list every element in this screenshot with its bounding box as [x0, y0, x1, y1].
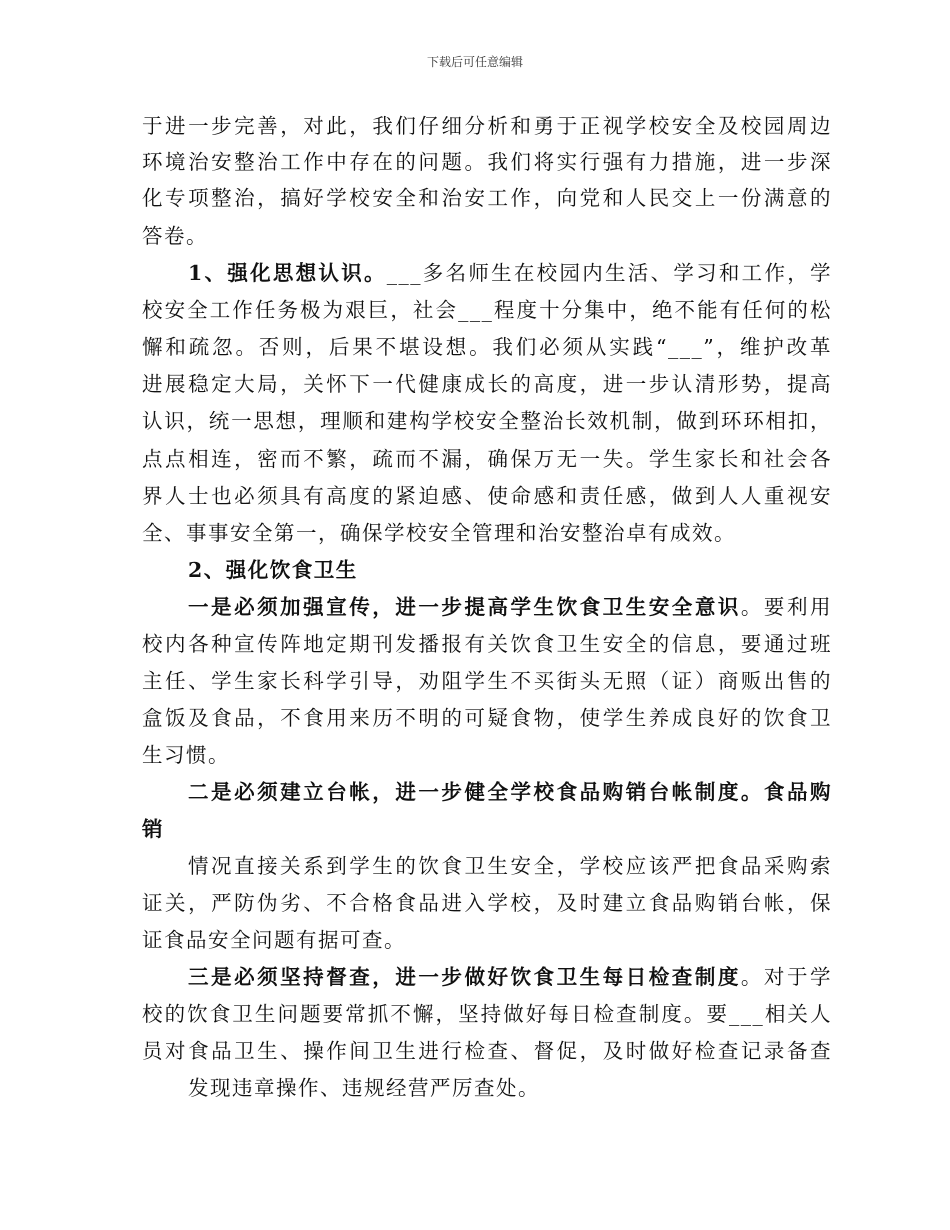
text-line	[142, 370, 832, 398]
bold-text-segment: 销	[142, 817, 164, 841]
text-segment: 。对于学	[740, 965, 833, 989]
text-line	[188, 556, 832, 584]
text-line	[142, 112, 832, 140]
text-segment: 全、事事安全第一，确保学校安全管理和治安整治卓有成效。	[142, 521, 736, 545]
text-segment: 进展稳定大局，关怀下一代健康成长的高度，进一步认清形势，提高	[142, 372, 832, 396]
text-segment: 校的饮食卫生问题要常抓不懈，坚持做好每日检查制度。要___相关人	[142, 1002, 832, 1026]
text-line	[188, 593, 832, 621]
text-segment: 主任、学生家长科学引导，劝阻学生不买街头无照（证）商贩出售的	[142, 669, 832, 693]
text-line	[142, 926, 832, 954]
text-line	[142, 889, 832, 917]
text-segment: 校安全工作任务极为艰巨，社会___程度十分集中，绝不能有任何的松	[142, 298, 832, 322]
text-line	[142, 445, 832, 473]
text-segment: 认识，统一思想，理顺和建构学校安全整治长效机制，做到环环相扣，	[142, 409, 832, 433]
text-line	[142, 482, 832, 510]
text-line	[142, 1000, 832, 1028]
text-line	[142, 630, 832, 658]
text-segment: 生习惯。	[142, 743, 230, 767]
text-segment: 环境治安整治工作中存在的问题。我们将实行强有力措施，进一步深	[142, 150, 832, 174]
text-line	[188, 1074, 832, 1102]
text-segment: 界人士也必须具有高度的紧迫感、使命感和责任感，做到人人重视安	[142, 484, 832, 508]
bold-text-segment: 1、强化思想认识。	[188, 261, 387, 285]
text-segment: 点点相连，密而不繁，疏而不漏，确保万无一失。学生家长和社会各	[142, 447, 832, 471]
text-line	[142, 333, 832, 361]
text-segment: 证关，严防伪劣、不合格食品进入学校，及时建立食品购销台帐，保	[142, 891, 832, 915]
bold-text-segment: 三是必须坚持督查，进一步做好饮食卫生每日检查制度	[188, 965, 741, 989]
text-line	[142, 184, 832, 212]
text-line	[142, 296, 832, 324]
text-line	[142, 815, 832, 843]
page-header-note: 下载后可任意编辑	[426, 55, 523, 69]
text-line	[142, 704, 832, 732]
text-line	[142, 222, 832, 250]
text-segment: 校内各种宣传阵地定期刊发播报有关饮食卫生安全的信息，要通过班	[142, 632, 832, 656]
text-line	[188, 259, 832, 287]
text-line	[142, 667, 832, 695]
text-line	[142, 519, 832, 547]
text-segment: 盒饭及食品，不食用来历不明的可疑食物，使学生养成良好的饮食卫	[142, 706, 832, 730]
text-segment: ___多名师生在校园内生活、学习和工作，学	[386, 261, 833, 285]
text-segment: 情况直接关系到学生的饮食卫生安全，学校应该严把食品采购索	[188, 854, 832, 878]
text-line	[188, 852, 832, 880]
text-line	[142, 741, 832, 769]
text-segment: 员对食品卫生、操作间卫生进行检查、督促，及时做好检查记录备查	[142, 1039, 832, 1063]
bold-text-segment: 2、强化饮食卫生	[188, 558, 358, 582]
bold-text-segment: 二是必须建立台帐，进一步健全学校食品购销台帐制度。食品购	[188, 780, 832, 804]
text-segment: 证食品安全问题有据可查。	[142, 928, 406, 952]
text-segment: 。要利用	[740, 595, 833, 619]
text-line	[188, 778, 832, 806]
text-line	[142, 407, 832, 435]
text-line	[142, 148, 832, 176]
bold-text-segment: 一是必须加强宣传，进一步提高学生饮食卫生安全意识	[188, 595, 741, 619]
text-segment: 答卷。	[142, 224, 208, 248]
text-line	[142, 1037, 832, 1065]
text-segment: 化专项整治，搞好学校安全和治安工作，向党和人民交上一份满意的	[142, 186, 832, 210]
text-segment: 发现违章操作、违规经营严厉查处。	[188, 1076, 540, 1100]
text-line	[188, 963, 832, 991]
text-segment: 懈和疏忽。否则，后果不堪设想。我们必须从实践“___”，维护改革	[142, 335, 832, 359]
text-segment: 于进一步完善，对此，我们仔细分析和勇于正视学校安全及校园周边	[142, 114, 832, 138]
